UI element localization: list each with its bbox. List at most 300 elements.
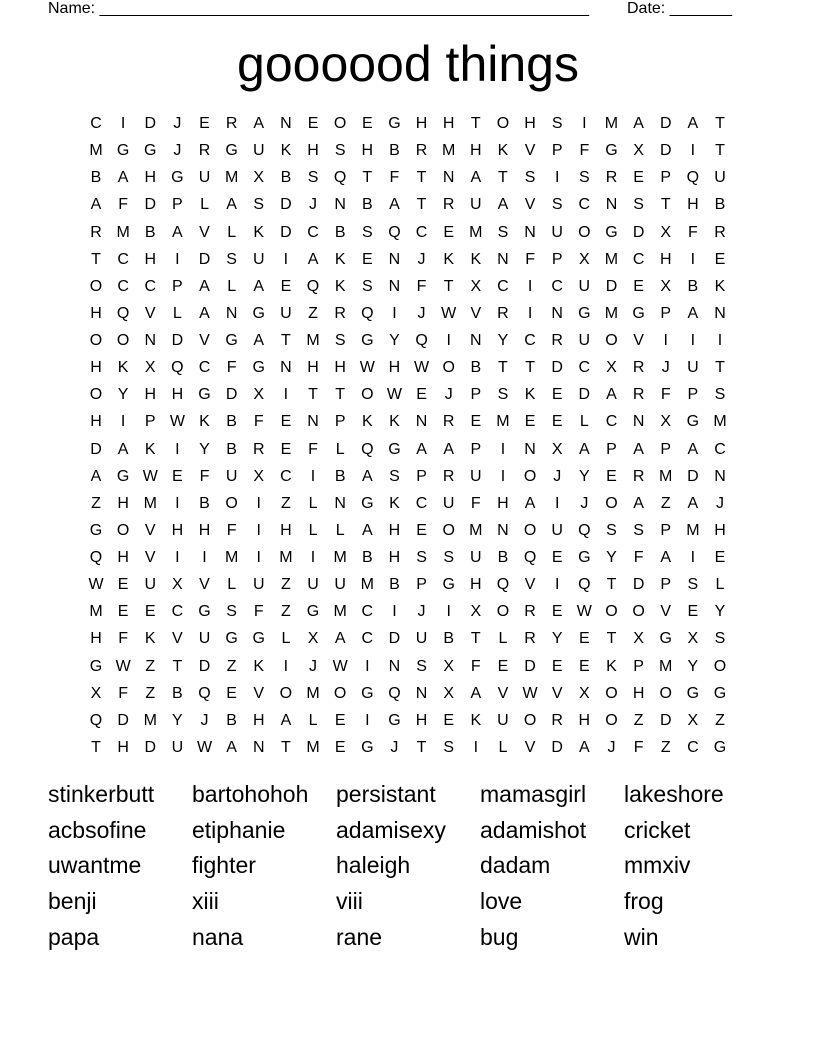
grid-letter: D	[632, 223, 645, 241]
grid-letter: G	[686, 684, 700, 702]
grid-letter: H	[470, 576, 482, 594]
grid-letter: N	[307, 413, 319, 431]
grid-letter: G	[306, 603, 320, 621]
grid-letter: C	[307, 223, 319, 241]
grid-letter: I	[120, 413, 126, 431]
grid-letter: H	[388, 549, 401, 567]
grid-letter: C	[632, 250, 645, 268]
grid-letter: B	[90, 169, 102, 187]
grid-letter: E	[606, 467, 617, 485]
grid-letter: G	[116, 142, 130, 160]
grid-letter: I	[175, 440, 180, 458]
grid-letter: L	[172, 304, 182, 322]
grid-letter: X	[633, 630, 644, 648]
grid-letter: U	[252, 576, 265, 594]
grid-letter: G	[144, 142, 157, 160]
grid-letter: G	[361, 332, 374, 350]
grid-letter: A	[307, 250, 319, 268]
grid-letter: Z	[226, 657, 237, 675]
grid-letter: Y	[199, 440, 210, 458]
grid-letter: S	[714, 386, 726, 404]
grid-letter: P	[551, 250, 563, 268]
grid-letter: D	[659, 142, 672, 160]
grid-letter: D	[551, 738, 563, 756]
grid-letter: G	[388, 115, 401, 132]
grid-letter: M	[89, 142, 103, 160]
grid-letter: X	[633, 142, 644, 160]
grid-letter: E	[551, 603, 563, 621]
grid-letter: L	[308, 711, 318, 729]
grid-letter: L	[715, 576, 725, 594]
grid-letter: Q	[578, 521, 591, 539]
grid-letter: L	[335, 521, 345, 539]
grid-letter: U	[714, 169, 726, 187]
grid-letter: X	[172, 576, 183, 594]
grid-letter: E	[497, 657, 509, 675]
grid-letter: H	[90, 630, 102, 648]
grid-letter: M	[143, 494, 157, 512]
grid-letter: Z	[308, 304, 318, 322]
grid-letter: X	[660, 223, 672, 241]
grid-letter: H	[90, 359, 102, 377]
grid-letter: I	[473, 738, 479, 756]
grid-letter: D	[198, 657, 211, 675]
grid-letter: E	[172, 467, 183, 485]
page-title: goooood things	[237, 36, 579, 92]
grid-letter: K	[117, 359, 129, 377]
grid-letter: V	[144, 304, 156, 322]
grid-letter: O	[632, 603, 645, 621]
grid-letter: T	[606, 576, 617, 594]
grid-letter: G	[89, 521, 103, 539]
grid-letter: E	[280, 413, 292, 431]
grid-letter: I	[554, 576, 560, 594]
grid-letter: P	[470, 386, 482, 404]
grid-letter: B	[226, 440, 237, 458]
grid-letter: V	[253, 684, 265, 702]
grid-letter: G	[116, 467, 130, 485]
grid-letter: W	[413, 359, 430, 377]
grid-letter: I	[500, 467, 506, 485]
grid-letter: J	[309, 196, 318, 214]
grid-letter: B	[334, 223, 346, 241]
grid-letter: M	[306, 684, 320, 702]
grid-letter: V	[524, 738, 536, 756]
grid-letter: P	[144, 413, 156, 431]
grid-letter: S	[551, 115, 563, 132]
grid-letter: J	[309, 657, 318, 675]
grid-letter: I	[310, 467, 316, 485]
grid-letter: C	[578, 359, 591, 377]
grid-letter: A	[226, 196, 237, 214]
grid-letter: R	[442, 467, 455, 485]
grid-letter: X	[253, 169, 265, 187]
grid-letter: E	[280, 277, 292, 295]
grid-letter: L	[579, 413, 589, 431]
grid-letter: H	[578, 711, 591, 729]
grid-letter: O	[442, 521, 455, 539]
grid-letter: P	[660, 304, 672, 322]
grid-letter: M	[713, 413, 727, 431]
grid-letter: J	[553, 467, 562, 485]
grid-letter: O	[659, 684, 672, 702]
grid-letter: D	[578, 386, 591, 404]
word-list-item: etiphanie	[192, 816, 286, 843]
grid-letter: O	[279, 684, 293, 702]
grid-letter: L	[200, 196, 209, 214]
grid-letter: K	[470, 711, 482, 729]
grid-letter: L	[308, 521, 318, 539]
word-list-item: dadam	[480, 852, 551, 879]
grid-letter: I	[283, 657, 289, 675]
grid-letter: M	[306, 332, 320, 350]
grid-letter: C	[280, 467, 292, 485]
grid-letter: J	[607, 738, 616, 756]
grid-letter: U	[171, 738, 184, 756]
grid-letter: N	[252, 738, 265, 756]
grid-letter: K	[334, 277, 346, 295]
grid-letter: T	[606, 630, 617, 648]
grid-letter: B	[497, 549, 509, 567]
grid-letter: H	[687, 196, 699, 214]
word-list-item: adamishot	[480, 816, 587, 843]
grid-letter: E	[524, 413, 536, 431]
grid-letter: T	[91, 250, 101, 268]
grid-letter: B	[280, 169, 292, 187]
grid-letter: K	[389, 494, 400, 512]
grid-letter: Q	[198, 684, 211, 702]
grid-letter: L	[227, 576, 237, 594]
grid-letter: A	[334, 630, 346, 648]
grid-letter: K	[524, 386, 536, 404]
grid-letter: Z	[281, 576, 291, 594]
grid-letter: D	[524, 657, 536, 675]
grid-letter: R	[334, 304, 346, 322]
grid-letter: R	[605, 169, 618, 187]
grid-letter: S	[443, 738, 455, 756]
grid-letter: I	[365, 657, 370, 675]
grid-letter: R	[551, 711, 563, 729]
grid-letter: I	[663, 332, 668, 350]
grid-letter: U	[578, 332, 591, 350]
grid-letter: Q	[686, 169, 700, 187]
grid-letter: U	[470, 549, 482, 567]
grid-letter: E	[416, 521, 427, 539]
grid-letter: P	[172, 277, 183, 295]
grid-letter: I	[175, 494, 180, 512]
grid-letter: M	[89, 603, 103, 621]
grid-letter: S	[334, 332, 346, 350]
grid-letter: M	[659, 467, 673, 485]
grid-letter: C	[171, 603, 184, 621]
grid-letter: X	[578, 250, 590, 268]
grid-letter: B	[714, 196, 726, 214]
grid-letter: K	[144, 440, 156, 458]
grid-letter: X	[307, 630, 319, 648]
grid-letter: O	[605, 494, 618, 512]
grid-letter: S	[361, 223, 373, 241]
grid-letter: M	[360, 576, 374, 594]
grid-letter: F	[308, 440, 318, 458]
grid-letter: G	[713, 738, 727, 756]
grid-letter: C	[551, 277, 563, 295]
grid-letter: G	[442, 576, 455, 594]
grid-letter: G	[361, 494, 374, 512]
grid-letter: D	[687, 467, 699, 485]
grid-letter: N	[442, 169, 455, 187]
grid-letter: N	[470, 332, 482, 350]
grid-letter: T	[416, 196, 427, 214]
grid-letter: N	[388, 277, 401, 295]
grid-letter: H	[632, 684, 645, 702]
grid-letter: G	[578, 549, 591, 567]
grid-letter: H	[388, 521, 401, 539]
grid-letter: K	[144, 630, 156, 648]
grid-letter: M	[143, 711, 157, 729]
grid-letter: Q	[361, 440, 374, 458]
grid-letter: H	[117, 549, 129, 567]
word-list-item: acbsofine	[48, 816, 147, 843]
grid-letter: G	[252, 630, 265, 648]
grid-letter: N	[388, 657, 401, 675]
grid-letter: A	[687, 115, 699, 132]
grid-letter: V	[144, 549, 156, 567]
grid-letter: T	[498, 169, 508, 187]
grid-letter: H	[280, 521, 292, 539]
grid-letter: M	[604, 250, 619, 268]
grid-letter: O	[523, 711, 537, 729]
grid-letter: Z	[145, 657, 156, 675]
grid-letter: N	[225, 304, 238, 322]
grid-letter: O	[89, 386, 103, 404]
grid-letter: J	[417, 304, 426, 322]
grid-letter: D	[659, 115, 672, 132]
grid-letter: G	[198, 386, 211, 404]
grid-letter: G	[225, 630, 238, 648]
grid-letter: E	[280, 440, 292, 458]
grid-letter: D	[280, 196, 292, 214]
grid-letter: Y	[172, 711, 183, 729]
grid-letter: I	[256, 549, 261, 567]
grid-letter: D	[171, 332, 184, 350]
grid-letter: C	[361, 603, 374, 621]
grid-letter: R	[225, 115, 238, 132]
word-list-item: bartohohoh	[192, 781, 309, 807]
grid-letter: F	[525, 250, 535, 268]
grid-letter: X	[660, 413, 672, 431]
grid-letter: Q	[415, 332, 428, 350]
grid-letter: I	[690, 142, 696, 160]
grid-letter: C	[578, 196, 591, 214]
grid-letter: U	[551, 521, 563, 539]
grid-letter: Q	[361, 304, 374, 322]
grid-letter: G	[361, 684, 374, 702]
grid-letter: V	[660, 603, 672, 621]
grid-letter: F	[199, 467, 210, 485]
grid-letter: U	[415, 630, 428, 648]
grid-letter: C	[90, 115, 102, 132]
grid-letter: T	[416, 169, 427, 187]
word-list-item: viii	[336, 888, 363, 915]
grid-letter: C	[687, 738, 699, 756]
word-list-item: benji	[48, 888, 97, 915]
grid-letter: E	[117, 576, 129, 594]
grid-letter: U	[687, 359, 699, 377]
grid-letter: U	[252, 142, 265, 160]
grid-letter: A	[253, 115, 265, 132]
grid-letter: S	[361, 277, 373, 295]
grid-letter: F	[470, 494, 481, 512]
grid-letter: U	[578, 277, 591, 295]
grid-letter: W	[386, 386, 402, 404]
grid-letter: U	[144, 576, 157, 594]
grid-letter: A	[497, 196, 509, 214]
word-list-item: xiii	[192, 888, 219, 915]
grid-letter: P	[660, 576, 672, 594]
grid-letter: G	[659, 630, 672, 648]
word-list-item: cricket	[624, 816, 691, 843]
grid-letter: X	[144, 359, 156, 377]
grid-letter: O	[496, 603, 510, 621]
grid-letter: N	[415, 413, 428, 431]
grid-letter: U	[198, 169, 211, 187]
grid-letter: U	[470, 467, 482, 485]
grid-letter: W	[115, 657, 131, 675]
grid-letter: Z	[660, 738, 671, 756]
grid-letter: U	[497, 711, 509, 729]
grid-letter: I	[554, 494, 560, 512]
grid-letter: M	[333, 549, 347, 567]
grid-letter: X	[687, 711, 699, 729]
word-list-item: fighter	[192, 852, 256, 879]
grid-letter: P	[416, 467, 427, 485]
grid-letter: M	[469, 521, 483, 539]
grid-letter: Q	[333, 169, 347, 187]
grid-letter: M	[279, 549, 293, 567]
grid-letter: J	[390, 738, 399, 756]
grid-letter: I	[527, 304, 533, 322]
grid-letter: T	[470, 115, 481, 132]
grid-letter: Q	[306, 277, 320, 295]
grid-letter: C	[714, 440, 726, 458]
grid-letter: D	[388, 630, 401, 648]
grid-letter: S	[226, 603, 237, 621]
grid-letter: F	[118, 196, 129, 214]
grid-letter: L	[308, 494, 318, 512]
grid-letter: H	[334, 359, 346, 377]
grid-letter: B	[334, 467, 346, 485]
grid-letter: H	[144, 169, 157, 187]
grid-letter: C	[117, 250, 129, 268]
word-list-item: nana	[192, 923, 244, 950]
grid-letter: C	[144, 277, 157, 295]
grid-letter: R	[632, 467, 645, 485]
grid-letter: C	[117, 277, 129, 295]
grid-letter: G	[388, 711, 401, 729]
grid-letter: T	[91, 738, 101, 756]
grid-letter: A	[199, 304, 210, 322]
grid-letter: I	[717, 332, 723, 350]
grid-letter: N	[497, 521, 509, 539]
grid-letter: E	[334, 738, 346, 756]
grid-letter: T	[715, 142, 725, 160]
grid-letter: U	[198, 630, 211, 648]
grid-letter: V	[199, 332, 210, 350]
grid-letter: F	[253, 413, 264, 431]
grid-letter: B	[199, 494, 210, 512]
grid-letter: A	[90, 196, 102, 214]
grid-letter: X	[606, 359, 617, 377]
grid-letter: D	[225, 386, 238, 404]
grid-letter: P	[633, 657, 644, 675]
grid-letter: Q	[388, 223, 401, 241]
grid-letter: D	[90, 440, 102, 458]
grid-letter: X	[551, 440, 563, 458]
grid-letter: A	[578, 440, 590, 458]
grid-letter: U	[442, 494, 455, 512]
grid-letter: S	[714, 630, 726, 648]
grid-letter: O	[523, 521, 537, 539]
grid-letter: U	[334, 576, 346, 594]
word-list-item: papa	[48, 923, 100, 950]
grid-letter: J	[200, 711, 209, 729]
grid-letter: J	[417, 250, 426, 268]
grid-letter: P	[551, 142, 563, 160]
grid-letter: P	[172, 196, 183, 214]
grid-letter: F	[389, 169, 400, 187]
grid-letter: E	[633, 277, 644, 295]
grid-letter: L	[498, 738, 508, 756]
grid-letter: Q	[523, 549, 537, 567]
grid-letter: C	[524, 332, 536, 350]
grid-letter: T	[715, 115, 725, 132]
grid-letter: M	[442, 142, 456, 160]
grid-letter: A	[578, 738, 590, 756]
grid-letter: S	[416, 657, 427, 675]
grid-letter: S	[606, 521, 617, 539]
word-list-item: frog	[624, 888, 664, 915]
grid-letter: M	[116, 223, 130, 241]
grid-letter: K	[361, 413, 373, 431]
word-list-item: uwantme	[48, 852, 142, 879]
grid-letter: H	[442, 115, 455, 132]
grid-letter: I	[310, 549, 316, 567]
grid-letter: G	[388, 440, 401, 458]
grid-letter: X	[578, 684, 590, 702]
grid-letter: C	[497, 277, 509, 295]
grid-letter: D	[659, 711, 672, 729]
grid-letter: R	[90, 223, 102, 241]
grid-letter: F	[226, 521, 237, 539]
grid-letter: Z	[660, 494, 671, 512]
grid-letter: E	[443, 223, 455, 241]
grid-letter: A	[253, 332, 265, 350]
grid-letter: W	[576, 603, 592, 621]
word-list-item: stinkerbutt	[48, 781, 155, 807]
grid-letter: A	[117, 440, 129, 458]
grid-letter: V	[551, 684, 563, 702]
grid-letter: H	[714, 521, 726, 539]
grid-letter: E	[578, 630, 590, 648]
grid-letter: B	[389, 576, 400, 594]
grid-letter: A	[90, 467, 102, 485]
grid-letter: T	[416, 738, 427, 756]
grid-letter: W	[332, 657, 348, 675]
grid-letter: D	[280, 223, 292, 241]
grid-letter: K	[280, 142, 292, 160]
grid-letter: R	[497, 304, 509, 322]
grid-letter: I	[690, 549, 696, 567]
